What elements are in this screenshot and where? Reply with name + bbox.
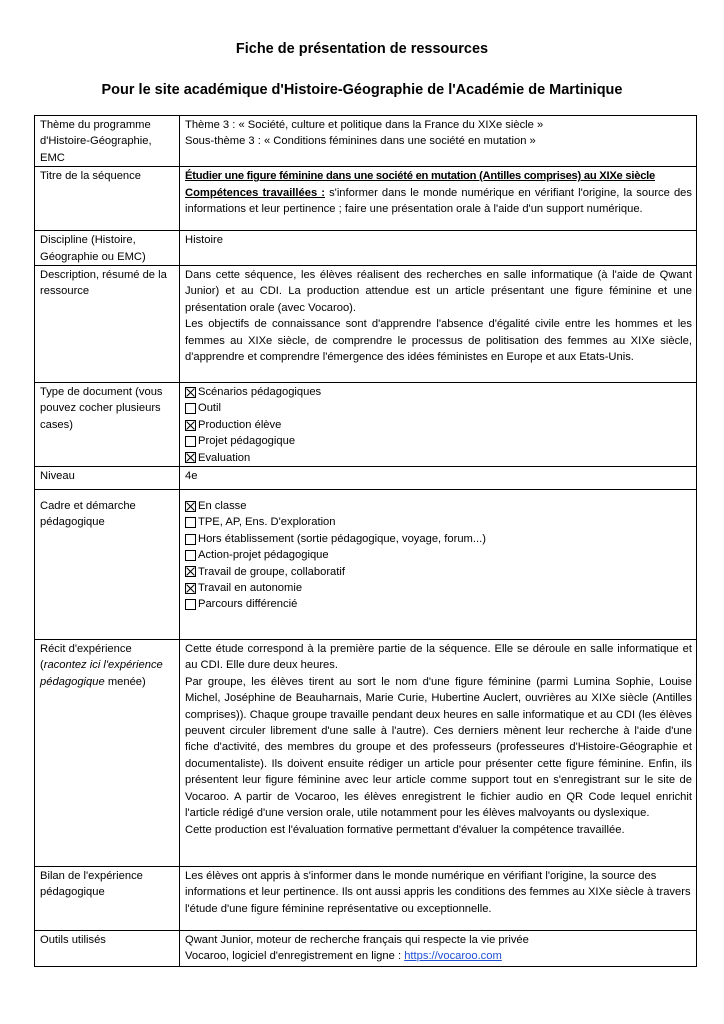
- checkbox-icon[interactable]: [185, 387, 196, 398]
- subtheme-line: Sous-thème 3 : « Conditions féminines dans une société en mutation »: [185, 135, 536, 148]
- cadre-option-label: Travail de groupe, collaboratif: [198, 565, 345, 578]
- recit-label-c: menée): [104, 675, 146, 688]
- type-option-label: Projet pédagogique: [198, 435, 296, 448]
- outils-line-2-text: Vocaroo, logiciel d'enregistrement en ligne :: [185, 950, 405, 963]
- type-option-label: Evaluation: [198, 451, 251, 464]
- checkbox-icon[interactable]: [185, 436, 196, 447]
- recit-paragraph-2: Par groupe, les élèves tirent au sort le nom d'une figure féminine (parmi Lumina Sophie, Louise Michel, Joséphine de Beauharnais, Marie Curie, Hubertine Auclert, ouvrières au XIXe siècle (Antilles comprises)). Chaque groupe travaille pendant deux heures en salle informatique et au CDI (les élèves peuvent circuler librement d'une salle à l'autre). Ces derniers mènent leur recherche à l'aide d'une fiche d'activité, des membres du groupe et des professeurs (professeures d'Histoire-Géographie et documentaliste). Ils doivent ensuite rédiger un article pour présenter cette figure féminine. Enfin, ils présentent leur figure féminine avec leur article comme support tout en s'enregistrant sur le site de Vocaroo. A partir de Vocaroo, les élèves enregistrent le fichier audio en QR Code lequel enrichit l'article rédigé d'une version orale, utile notamment pour les élèves malvoyants ou dyslexique.: [185, 675, 692, 820]
- resource-table: [34, 115, 697, 967]
- outils-line-2: [185, 948, 692, 964]
- checkbox-icon[interactable]: [185, 550, 196, 561]
- row-outils: [35, 931, 697, 967]
- cadre-option-label: Hors établissement (sortie pédagogique, voyage, forum...): [198, 532, 486, 545]
- type-options: [180, 383, 697, 467]
- cadre-option[interactable]: [185, 514, 692, 530]
- niveau-label: Niveau: [35, 467, 180, 490]
- checkbox-icon[interactable]: [185, 566, 196, 577]
- row-description: [35, 266, 697, 383]
- page-subtitle: Pour le site académique d'Histoire-Géographie de l'Académie de Martinique: [101, 82, 623, 98]
- type-option-label: Scénarios pédagogiques: [198, 386, 322, 399]
- cadre-option[interactable]: [185, 498, 692, 514]
- theme-label: Thème du programme d'Histoire-Géographie, EMC: [35, 116, 180, 167]
- description-paragraph-1: Dans cette séquence, les élèves réalisent des recherches en salle informatique (à l'aide de Qwant Junior) et au CDI. La production attendue est un article présentant une figure féminine et une présentation orale (avec Vocaroo).: [185, 269, 692, 314]
- type-option-label: Production élève: [198, 418, 282, 431]
- recit-label: [35, 640, 180, 867]
- checkbox-icon[interactable]: [185, 534, 196, 545]
- cadre-option-label: En classe: [198, 500, 247, 513]
- description-value: [180, 266, 697, 383]
- bilan-value: [180, 867, 697, 931]
- page-title: Fiche de présentation de ressources: [235, 41, 489, 57]
- row-titre: [35, 167, 697, 231]
- checkbox-icon[interactable]: [185, 403, 196, 414]
- checkbox-icon[interactable]: [185, 420, 196, 431]
- cadre-option[interactable]: [185, 547, 692, 563]
- recit-label-b: racontez ici l'expérience pédagogique: [40, 659, 163, 688]
- type-option[interactable]: [185, 417, 692, 433]
- cadre-option[interactable]: [185, 531, 692, 547]
- outils-value: [180, 931, 697, 967]
- sequence-title: Étudier une figure féminine dans une société en mutation (Antilles comprises) au XIXe siècle: [185, 170, 655, 183]
- titre-label: Titre de la séquence: [35, 167, 180, 231]
- checkbox-icon[interactable]: [185, 517, 196, 528]
- checkbox-icon[interactable]: [185, 452, 196, 463]
- description-label: Description, résumé de la ressource: [35, 266, 180, 383]
- theme-value: [180, 116, 697, 167]
- recit-paragraph-1: Cette étude correspond à la première partie de la séquence. Elle se déroule en salle informatique et au CDI. Elle dure deux heures.: [185, 643, 692, 672]
- discipline-label: Discipline (Histoire, Géographie ou EMC): [35, 231, 180, 266]
- type-label: Type de document (vous pouvez cocher plusieurs cases): [35, 383, 180, 467]
- description-paragraph-2: Les objectifs de connaissance sont d'apprendre l'absence d'égalité civile entre les hommes et les femmes au XIXe siècle, de comprendre le processus de politisation des femmes au XIXe siècle, d'apprendre et comprendre l'émergence des idées féministes en Europe et aux Etats-Unis.: [185, 318, 692, 364]
- type-option-label: Outil: [198, 402, 222, 415]
- niveau-value: 4e: [180, 467, 697, 490]
- outils-label: Outils utilisés: [35, 931, 180, 967]
- competences-label: Compétences travaillées :: [185, 186, 325, 199]
- cadre-option[interactable]: [185, 564, 692, 580]
- row-type: [35, 383, 697, 467]
- row-bilan: [35, 867, 697, 931]
- type-option[interactable]: [185, 433, 692, 449]
- recit-label-a: Récit d'expérience (: [40, 643, 132, 672]
- row-cadre: [35, 490, 697, 640]
- discipline-value: Histoire: [180, 231, 697, 266]
- cadre-option-label: Action-projet pédagogique: [198, 549, 329, 562]
- checkbox-icon[interactable]: [185, 583, 196, 594]
- type-option[interactable]: [185, 384, 692, 400]
- cadre-option-label: Parcours différencié: [198, 598, 298, 611]
- checkbox-icon[interactable]: [185, 599, 196, 610]
- cadre-option-label: TPE, AP, Ens. D'exploration: [198, 516, 336, 529]
- type-option[interactable]: [185, 450, 692, 466]
- cadre-option[interactable]: [185, 596, 692, 612]
- titre-value: [180, 167, 697, 231]
- row-recit: [35, 640, 697, 867]
- theme-line: Thème 3 : « Société, culture et politique dans la France du XIXe siècle »: [185, 119, 544, 131]
- outils-line-1: Qwant Junior, moteur de recherche français qui respecte la vie privée: [185, 934, 529, 947]
- type-option[interactable]: [185, 400, 692, 416]
- recit-value: [180, 640, 697, 867]
- cadre-option-label: Travail en autonomie: [198, 581, 303, 594]
- vocaroo-link[interactable]: https://vocaroo.com: [404, 950, 502, 963]
- row-theme: [35, 116, 697, 167]
- checkbox-icon[interactable]: [185, 501, 196, 512]
- row-discipline: [35, 231, 697, 266]
- recit-paragraph-3: Cette production est l'évaluation formative permettant d'évaluer la compétence travaillée.: [185, 823, 625, 836]
- competences-text: [185, 185, 692, 218]
- bilan-label: Bilan de l'expérience pédagogique: [35, 867, 180, 931]
- row-niveau: [35, 467, 697, 490]
- cadre-option[interactable]: [185, 580, 692, 596]
- bilan-text: Les élèves ont appris à s'informer dans le monde numérique en vérifiant l'origine, la source des informations et leur pertinence. Ils ont aussi appris les conditions des femmes au XIXe siècle à travers l'étude d'une figure féminine représentative ou exceptionnelle.: [185, 870, 691, 915]
- cadre-label: Cadre et démarche pédagogique: [35, 490, 180, 640]
- cadre-options: [180, 490, 697, 640]
- competences-value: s'informer dans le monde numérique en vérifiant l'origine, la source des informations et leur pertinence ; faire une présentation orale à l'aide d'un support numérique.: [185, 186, 692, 216]
